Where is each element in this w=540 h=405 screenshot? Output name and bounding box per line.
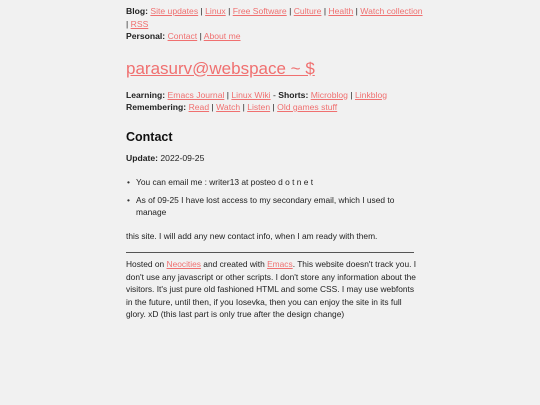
- list-item: • As of 09-25 I have lost access to my secondary email, which I used to manage: [136, 194, 426, 218]
- nav-link-emacs-journal[interactable]: Emacs Journal: [167, 89, 225, 100]
- nav-link-linux-wiki[interactable]: Linux Wiki: [231, 89, 271, 100]
- nav-link-rss[interactable]: RSS: [130, 18, 149, 29]
- nav-link-listen[interactable]: Listen: [247, 102, 271, 112]
- shorts-label: Shorts:: [278, 89, 309, 100]
- footer-link-neocities[interactable]: Neocities: [166, 259, 201, 270]
- page-content: [126, 5, 426, 321]
- nav-link-free-software[interactable]: Free Software: [232, 6, 287, 16]
- page-title: Contact: [126, 129, 173, 144]
- nav-link-watch-collection[interactable]: Watch collection: [360, 6, 423, 16]
- nav-link-linux[interactable]: Linux: [205, 6, 226, 16]
- nav-link-site-updates[interactable]: Site updates: [150, 6, 199, 16]
- personal-label: Personal:: [126, 31, 166, 41]
- update-label: Update:: [126, 152, 158, 163]
- update-line: [126, 152, 426, 164]
- site-title: [126, 59, 426, 79]
- nav-link-linkblog[interactable]: Linkblog: [354, 89, 387, 100]
- nav-link-old-games-stuff[interactable]: Old games stuff: [277, 102, 338, 112]
- nav-link-watch[interactable]: Watch: [216, 102, 241, 112]
- list-item: • You can email me : writer13 at posteo d o t n e t: [136, 176, 426, 188]
- nav-link-about-me[interactable]: About me: [203, 31, 241, 41]
- learning-nav: Learning: Emacs Journal | Linux Wiki - Shorts: Microblog | Linkblog: [126, 89, 387, 100]
- personal-nav: Personal: Contact | About me: [126, 31, 241, 41]
- nav-link-health[interactable]: Health: [328, 6, 354, 16]
- nav-link-culture[interactable]: Culture: [293, 6, 322, 16]
- footer-text: Hosted on Neocities and created with Emacs. This website doesn't track you. I don't use any javascript or other scripts. I don't store any information about the visitors. It's just pure old fashioned HTML and some CSS. I may use webfonts in the future, until then, if you Iosevka, then you can enjoy the site in its full glory. xD (this last part is only true after the design change): [126, 259, 417, 320]
- learning-label: Learning:: [126, 89, 166, 100]
- site-title-link[interactable]: parasurv@webspace ~ $: [126, 58, 315, 78]
- remembering-label: Remembering:: [126, 102, 187, 112]
- contact-continuation-text: this site. I will add any new contact info, when I am ready with them.: [126, 230, 378, 241]
- divider: [126, 252, 414, 253]
- update-date: 2022-09-25: [160, 152, 205, 163]
- contact-list: [126, 176, 426, 218]
- nav-link-read[interactable]: Read: [188, 102, 210, 112]
- footer-link-emacs[interactable]: Emacs: [267, 259, 293, 270]
- remembering-nav: Remembering: Read | Watch | Listen | Old games stuff: [126, 102, 338, 112]
- blog-label: Blog:: [126, 6, 148, 16]
- blog-nav: Blog: Site updates | Linux | Free Software | Culture | Health | Watch collection | RSS: [126, 6, 423, 29]
- nav-link-contact[interactable]: Contact: [167, 31, 198, 41]
- nav-link-microblog[interactable]: Microblog: [310, 89, 348, 100]
